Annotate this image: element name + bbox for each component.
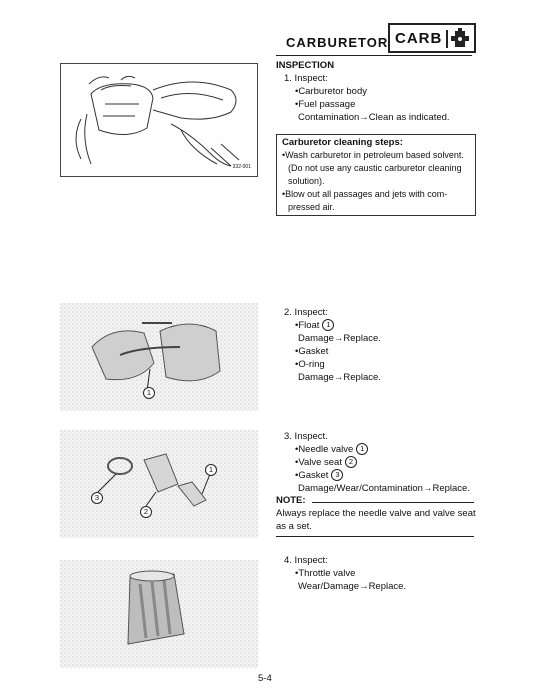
header-rule xyxy=(276,55,472,56)
float-number: 1 xyxy=(322,319,334,331)
note-rule-bottom xyxy=(276,536,474,537)
gasket-text: •Gasket xyxy=(295,470,329,481)
callout-1: 1 xyxy=(205,464,217,476)
step4-action: Wear/Damage→Replace. xyxy=(298,581,407,592)
note-label: NOTE: xyxy=(276,495,306,506)
figure-cleaning xyxy=(60,63,258,177)
cleaning-line: pressed air. xyxy=(288,202,335,212)
figure-code: 332-001 xyxy=(232,164,251,170)
step2-oring-action: Damage→Replace. xyxy=(298,372,381,383)
carb-badge xyxy=(388,23,476,53)
note-line: as a set. xyxy=(276,521,312,532)
photo-float xyxy=(60,303,258,411)
step4-item: •Throttle valve xyxy=(295,568,356,579)
section-title: CARBURETOR xyxy=(286,35,389,50)
needle-text: •Needle valve xyxy=(295,444,354,455)
note-line: Always replace the needle valve and valve seat xyxy=(276,508,476,519)
step2-oring: •O-ring xyxy=(295,359,325,370)
step2-gasket: •Gasket xyxy=(295,346,329,357)
step2-float xyxy=(295,319,334,332)
cleaning-line: •Blow out all passages and jets with com- xyxy=(282,189,448,199)
step3-action: Damage/Wear/Contamination→Replace. xyxy=(298,483,470,494)
callout-2: 2 xyxy=(140,506,152,518)
step3-label: 3. Inspect. xyxy=(284,431,328,442)
photo-throttle-valve xyxy=(60,560,258,668)
cleaning-line: •Wash carburetor in petroleum based solvent. xyxy=(282,150,464,160)
callout-3: 3 xyxy=(91,492,103,504)
step1-label: 1. Inspect: xyxy=(284,73,328,84)
step1-action: Contamination→Clean as indicated. xyxy=(298,112,450,123)
callout-1: 1 xyxy=(143,387,155,399)
step3-seat xyxy=(295,456,357,469)
carburetor-icon xyxy=(448,27,472,56)
step2-label: 2. Inspect: xyxy=(284,307,328,318)
seat-number: 2 xyxy=(345,456,357,468)
step3-gasket xyxy=(295,469,343,482)
gasket-number: 3 xyxy=(331,469,343,481)
step4-label: 4. Inspect: xyxy=(284,555,328,566)
badge-label: CARB xyxy=(395,30,448,48)
needle-number: 1 xyxy=(356,443,368,455)
step3-needle xyxy=(295,443,368,456)
cleaning-line: (Do not use any caustic carburetor cleaning xyxy=(288,163,462,173)
step2-float-action: Damage→Replace. xyxy=(298,333,381,344)
cleaning-title: Carburetor cleaning steps: xyxy=(282,137,403,148)
float-text: •Float xyxy=(295,320,320,331)
page-number: 5-4 xyxy=(258,673,272,684)
cleaning-line: solution). xyxy=(288,176,325,186)
note-rule-top xyxy=(312,502,474,503)
photo-needle-valve xyxy=(60,430,258,538)
step1-item-carburetor-body: •Carburetor body xyxy=(295,86,367,97)
seat-text: •Valve seat xyxy=(295,457,342,468)
inspection-heading: INSPECTION xyxy=(276,60,335,71)
step1-item-fuel-passage: •Fuel passage xyxy=(295,99,356,110)
